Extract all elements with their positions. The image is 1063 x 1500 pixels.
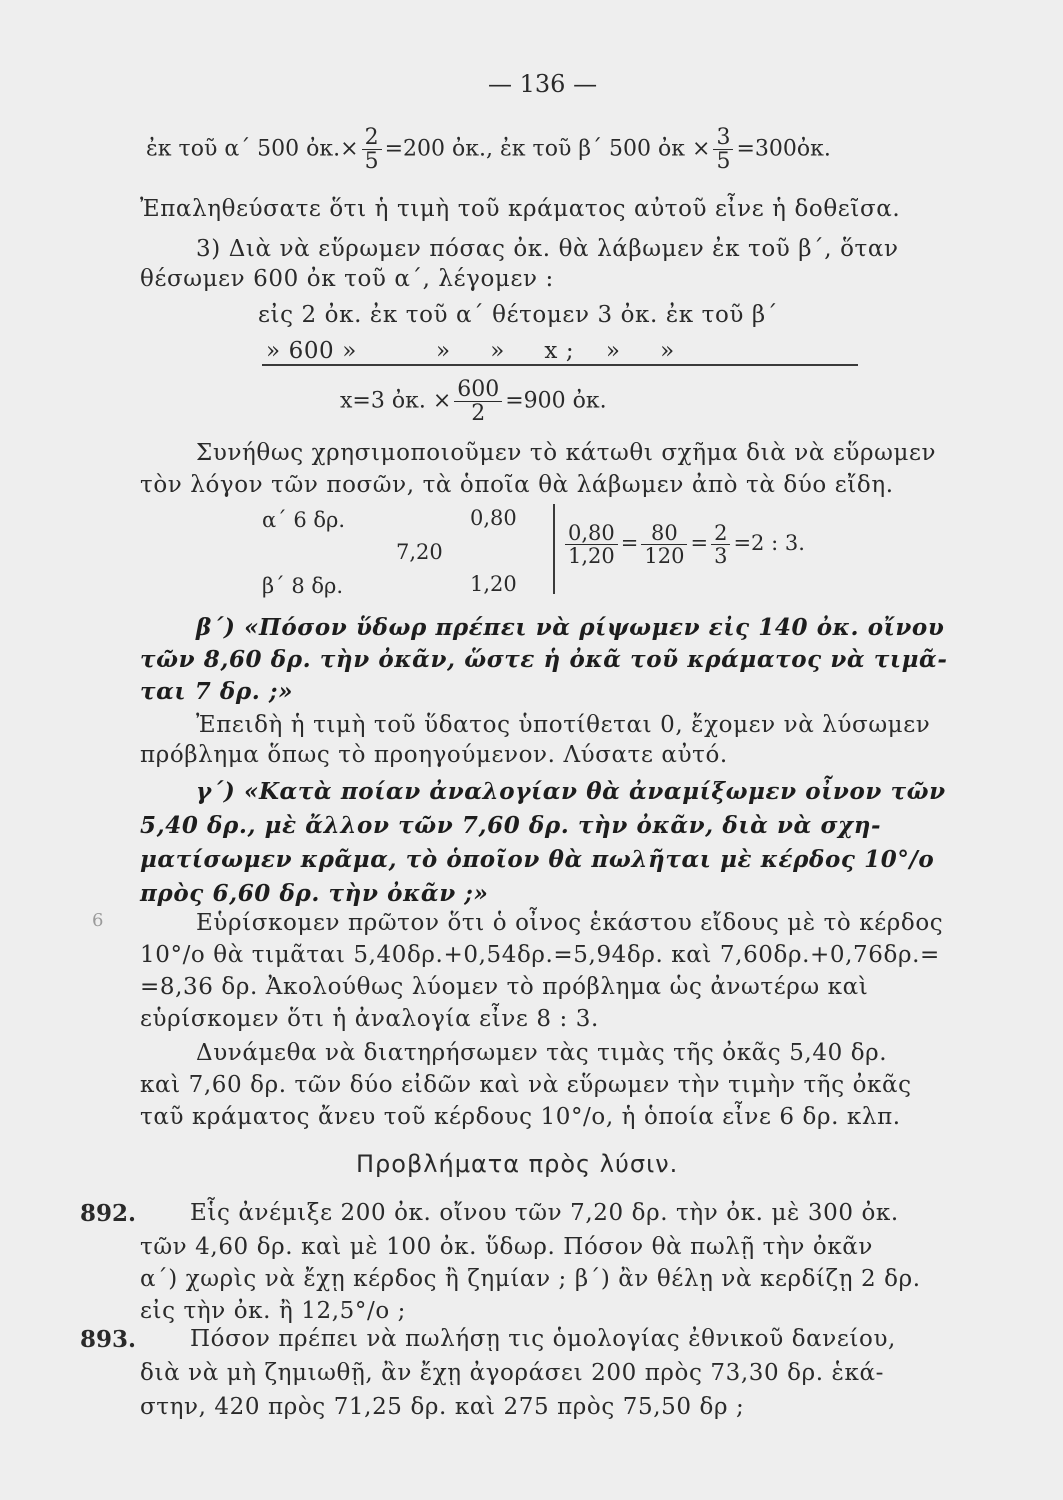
- formula-a-prefix: ἐκ τοῦ α΄ 500 ὀκ.×: [146, 136, 359, 162]
- x-formula: [340, 378, 607, 425]
- fraction-600-2: [454, 378, 502, 425]
- text-line: 3) Διὰ νὰ εὕρωμεν πόσας ὀκ. θὰ λάβωμεν ἐκ τοῦ β΄, ὅταν: [196, 236, 899, 262]
- x-prefix: x=3 ὀκ. ×: [340, 388, 452, 414]
- margin-mark: 6: [92, 910, 104, 931]
- frac-num: 2: [711, 522, 730, 545]
- text-line: =8,36 δρ. Ἀκολούθως λύομεν τὸ πρόβλημα ὡς ἀνωτέρω καὶ: [140, 974, 869, 1000]
- frac-den: 120: [644, 544, 685, 569]
- frac-num: 2: [362, 126, 382, 150]
- scheme-ratio: [562, 522, 805, 567]
- text-line: Συνήθως χρησιμοποιοῦμεν τὸ κάτωθι σχῆμα διὰ νὰ εὕρωμεν: [196, 440, 937, 466]
- fraction: [711, 522, 730, 567]
- scheme-a-label: α΄ 6 δρ.: [262, 508, 346, 532]
- frac-den: 2: [471, 401, 486, 427]
- ratio-result: =2 : 3.: [733, 531, 805, 556]
- frac-den: 3: [714, 544, 728, 569]
- formula-a-result: =200 ὀκ., ἐκ τοῦ β΄ 500 ὀκ ×: [384, 136, 711, 162]
- fraction: [641, 522, 687, 567]
- rule-of-three-line: » 600 » » » x ; » »: [266, 338, 675, 364]
- top-formula: [146, 126, 831, 173]
- rule-of-three-line: εἰς 2 ὀκ. ἐκ τοῦ α΄ θέτομεν 3 ὀκ. ἐκ τοῦ β΄: [258, 302, 778, 328]
- exercise-line: Εἷς ἀνέμιξε 200 ὀκ. οἴνου τῶν 7,20 δρ. τὴν ὀκ. μὲ 300 ὀκ.: [190, 1200, 899, 1226]
- text-line: Εὑρίσκομεν πρῶτον ὅτι ὁ οἶνος ἑκάστου εἴδους μὲ τὸ κέρδος: [196, 910, 944, 936]
- text-line: εὑρίσκομεν ὅτι ἡ ἀναλογία εἶνε 8 : 3.: [140, 1006, 599, 1032]
- problem-statement: τῶν 8,60 δρ. τὴν ὀκᾶν, ὥστε ἡ ὀκᾶ τοῦ κράματος νὰ τιμᾶ-: [140, 646, 948, 673]
- frac-num: 3: [713, 126, 733, 150]
- formula-b-result: =300ὀκ.: [736, 136, 831, 162]
- scheme-divider: [553, 504, 555, 594]
- frac-den: 5: [716, 149, 731, 175]
- x-result: =900 ὀκ.: [505, 388, 607, 414]
- exercise-line: τῶν 4,60 δρ. καὶ μὲ 100 ὀκ. ὕδωρ. Πόσον θὰ πωλῇ τὴν ὀκᾶν: [140, 1234, 874, 1260]
- scheme-middle: 7,20: [396, 540, 443, 564]
- scheme-b-value: 1,20: [470, 572, 517, 596]
- fraction-three-fifths: [713, 126, 733, 173]
- exercise-line: α΄) χωρὶς νὰ ἔχῃ κέρδος ἢ ζημίαν ; β΄) ἂν θέλῃ νὰ κερδίζῃ 2 δρ.: [140, 1266, 921, 1292]
- fraction: [565, 522, 618, 567]
- exercise-number: 892.: [80, 1200, 137, 1227]
- text-line: Ἐπειδὴ ἡ τιμὴ τοῦ ὕδατος ὑποτίθεται 0, ἔχομεν νὰ λύσωμεν: [196, 712, 931, 738]
- problem-statement: ται 7 δρ. ;»: [140, 678, 294, 705]
- scheme-b-label: β΄ 8 δρ.: [262, 574, 344, 598]
- exercise-line: στην, 420 πρὸς 71,25 δρ. καὶ 275 πρὸς 75,50 δρ ;: [140, 1394, 745, 1420]
- text-line: ταῦ κράματος ἄνευ τοῦ κέρδους 10°/ο, ἡ ὁποία εἶνε 6 δρ. κλπ.: [140, 1104, 901, 1130]
- text-line: Ἐπαληθεύσατε ὅτι ἡ τιμὴ τοῦ κράματος αὐτοῦ εἶνε ἡ δοθεῖσα.: [140, 196, 901, 222]
- equals: =: [690, 531, 709, 556]
- fraction-two-fifths: [362, 126, 382, 173]
- equals: =: [620, 531, 639, 556]
- problem-statement: 5,40 δρ., μὲ ἄλλον τῶν 7,60 δρ. τὴν ὀκᾶν, διὰ νὰ σχη-: [140, 812, 882, 839]
- exercise-number: 893.: [80, 1326, 137, 1353]
- text-line: Δυνάμεθα νὰ διατηρήσωμεν τὰς τιμὰς τῆς ὀκᾶς 5,40 δρ.: [196, 1040, 888, 1066]
- problem-statement: γ΄) «Κατὰ ποίαν ἀναλογίαν θὰ ἀναμίξωμεν οἶνον τῶν: [196, 778, 946, 805]
- frac-den: 1,20: [568, 544, 615, 569]
- scheme-a-value: 0,80: [470, 506, 517, 530]
- divider-rule: [262, 364, 858, 366]
- exercise-line: διὰ νὰ μὴ ζημιωθῇ, ἂν ἔχῃ ἀγοράσει 200 πρὸς 73,30 δρ. ἑκά-: [140, 1360, 884, 1386]
- text-line: θέσωμεν 600 ὀκ τοῦ α΄, λέγομεν :: [140, 266, 554, 292]
- frac-num: 80: [641, 522, 687, 545]
- problem-statement: β΄) «Πόσον ὕδωρ πρέπει νὰ ρίψωμεν εἰς 140 ὀκ. οἴνου: [196, 614, 945, 641]
- text-line: καὶ 7,60 δρ. τῶν δύο εἰδῶν καὶ νὰ εὕρωμεν τὴν τιμὴν τῆς ὀκᾶς: [140, 1072, 912, 1098]
- problem-statement: ματίσωμεν κρᾶμα, τὸ ὁποῖον θὰ πωλῆται μὲ κέρδος 10°/ο: [140, 846, 935, 873]
- section-title: Προβλήματα πρὸς λύσιν.: [356, 1150, 679, 1178]
- page-number: — 136 —: [488, 70, 598, 98]
- frac-den: 5: [364, 149, 379, 175]
- exercise-line: εἰς τὴν ὀκ. ἢ 12,5°/ο ;: [140, 1298, 407, 1324]
- text-line: 10°/ο θὰ τιμᾶται 5,40δρ.+0,54δρ.=5,94δρ. καὶ 7,60δρ.+0,76δρ.=: [140, 942, 940, 968]
- text-line: τὸν λόγον τῶν ποσῶν, τὰ ὁποῖα θὰ λάβωμεν ἀπὸ τὰ δύο εἴδη.: [140, 472, 894, 498]
- frac-num: 0,80: [565, 522, 618, 545]
- text-line: πρόβλημα ὅπως τὸ προηγούμενον. Λύσατε αὐτό.: [140, 742, 728, 768]
- problem-statement: πρὸς 6,60 δρ. τὴν ὀκᾶν ;»: [140, 880, 489, 907]
- frac-num: 600: [454, 378, 502, 402]
- exercise-line: Πόσον πρέπει νὰ πωλήσῃ τις ὁμολογίας ἐθνικοῦ δανείου,: [190, 1326, 896, 1352]
